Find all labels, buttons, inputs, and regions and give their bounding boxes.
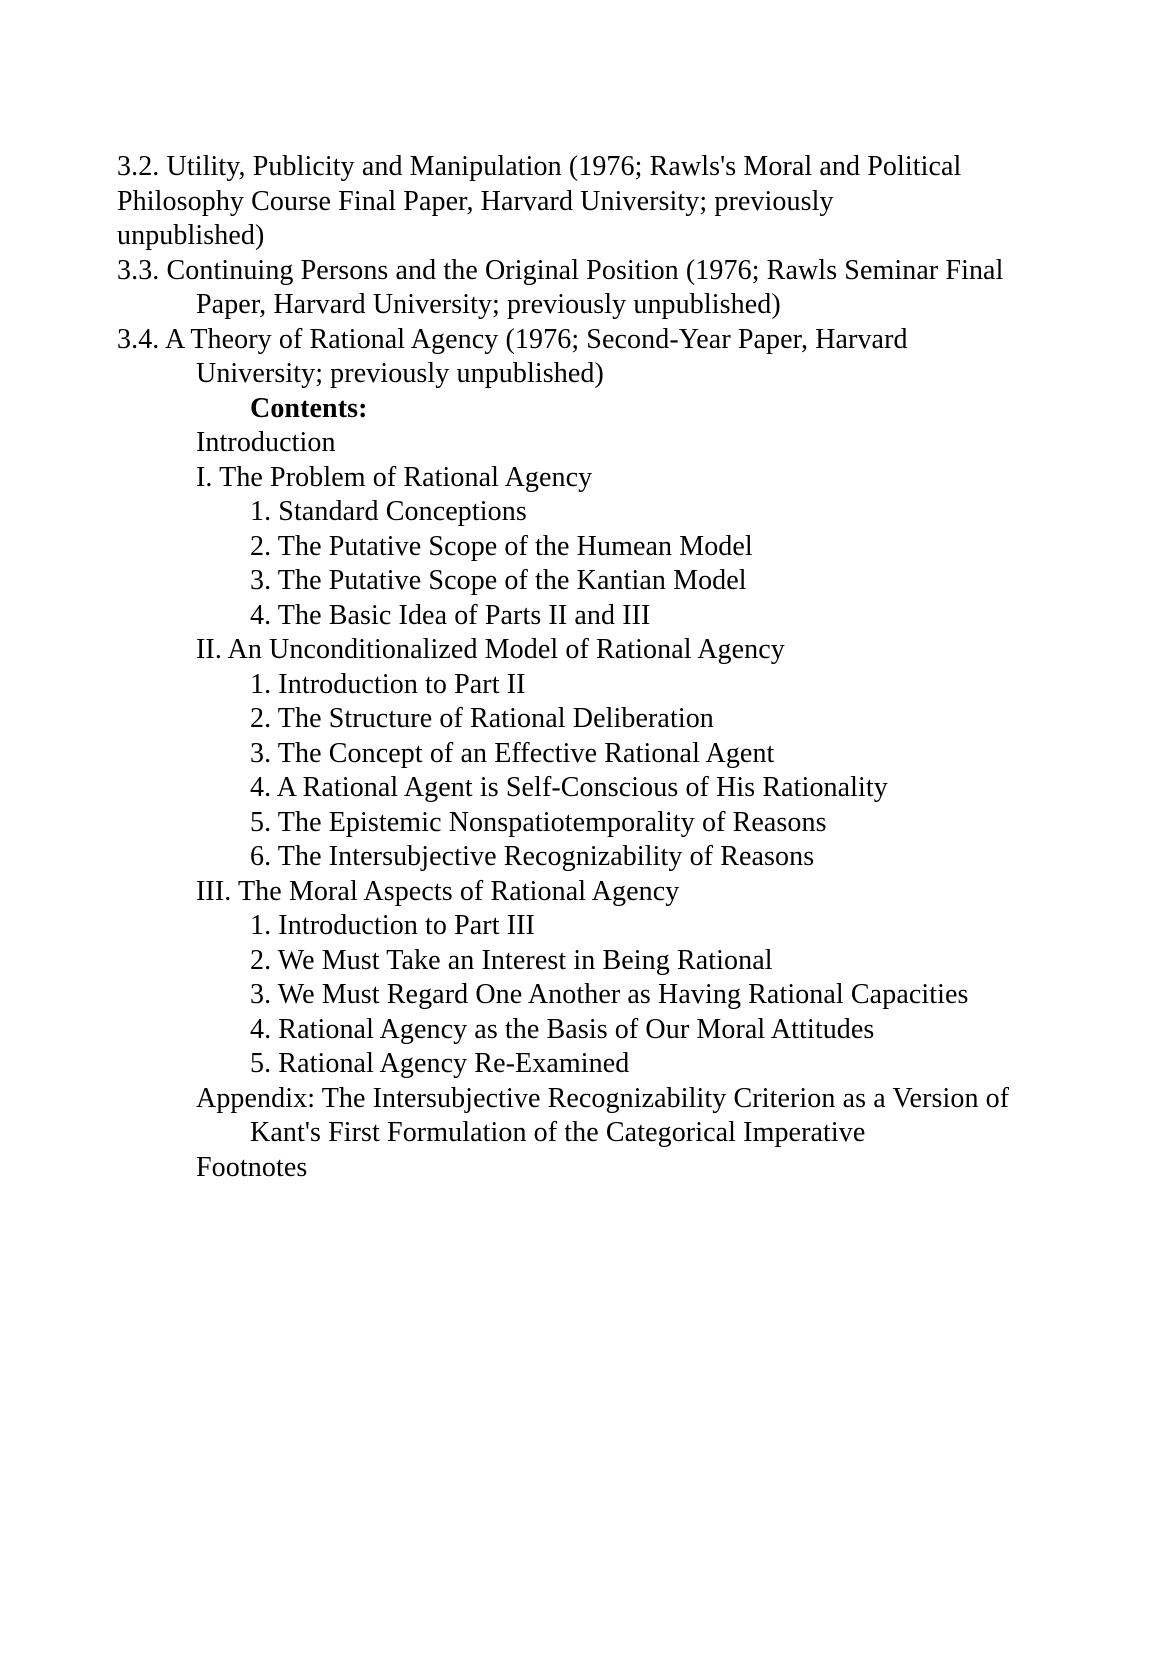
toc-line: Kant's First Formulation of the Categorical Imperative [250, 1117, 866, 1148]
toc-line: 2. The Putative Scope of the Humean Model [250, 530, 753, 562]
toc-line: University; previously unpublished) [196, 358, 604, 389]
toc-line: 4. Rational Agency as the Basis of Our Moral Attitudes [250, 1013, 875, 1045]
table-of-contents [117, 150, 1009, 1185]
toc-line: 3. The Putative Scope of the Kantian Model [250, 565, 747, 596]
toc-line: Appendix: The Intersubjective Recognizability Criterion as a Version of [196, 1082, 1010, 1114]
toc-line: unpublished) [117, 220, 265, 251]
toc-line: Footnotes [196, 1151, 308, 1183]
toc-line: Introduction [196, 427, 336, 458]
toc-line: 3.3. Continuing Persons and the Original Position (1976; Rawls Seminar Final [117, 254, 1004, 286]
toc-line: 1. Introduction to Part III [250, 910, 535, 941]
toc-line: Paper, Harvard University; previously unpublished) [196, 289, 781, 320]
toc-line: III. The Moral Aspects of Rational Agency [196, 875, 680, 907]
toc-line: 2. The Structure of Rational Deliberation [250, 703, 714, 734]
toc-line: 1. Standard Conceptions [250, 496, 527, 527]
toc-line: 3.4. A Theory of Rational Agency (1976; Second-Year Paper, Harvard [117, 323, 908, 355]
toc-line: 5. The Epistemic Nonspatiotemporality of Reasons [250, 806, 827, 838]
toc-line: Philosophy Course Final Paper, Harvard University; previously [117, 185, 834, 217]
toc-line: 3.2. Utility, Publicity and Manipulation (1976; Rawls's Moral and Political [117, 151, 962, 182]
toc-line: 3. We Must Regard One Another as Having Rational Capacities [250, 979, 969, 1010]
contents-heading: Contents: [250, 392, 368, 424]
toc-line: II. An Unconditionalized Model of Rational Agency [196, 634, 785, 665]
toc-line: 6. The Intersubjective Recognizability of Reasons [250, 841, 815, 872]
toc-line: 2. We Must Take an Interest in Being Rational [250, 944, 773, 976]
toc-line: I. The Problem of Rational Agency [196, 461, 593, 493]
toc-line: 1. Introduction to Part II [250, 668, 526, 700]
toc-line: 3. The Concept of an Effective Rational Agent [250, 737, 775, 769]
toc-line: 5. Rational Agency Re-Examined [250, 1048, 630, 1079]
toc-line: 4. A Rational Agent is Self-Conscious of His Rationality [250, 772, 888, 803]
toc-line: 4. The Basic Idea of Parts II and III [250, 599, 651, 631]
